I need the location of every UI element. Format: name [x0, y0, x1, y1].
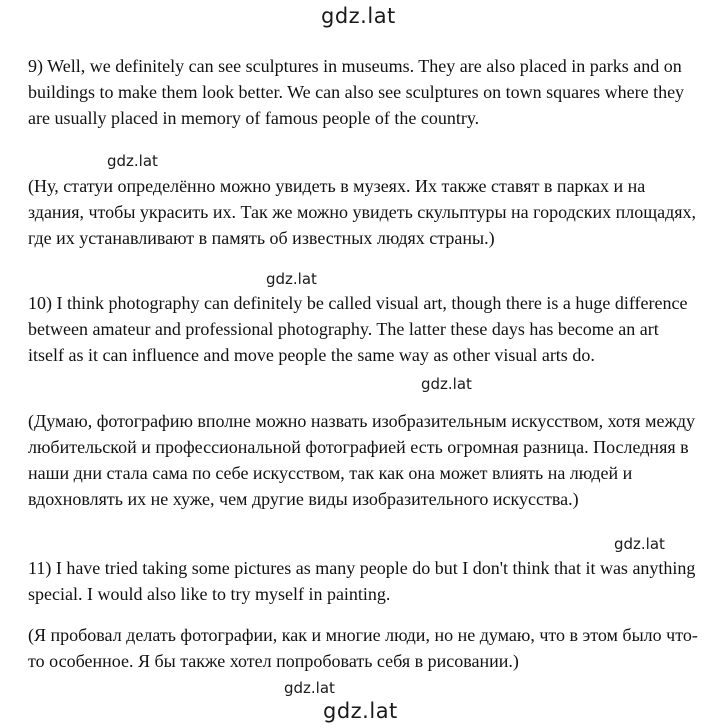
answer-11-english: 11) I have tried taking some pictures as many people do but I don't think that it was anything special. I would also like to try myself in painting. [28, 558, 696, 604]
watermark: gdz.lat [107, 152, 158, 170]
answer-11-russian: (Я пробовал делать фотографии, как и многие люди, но не думаю, что в этом было что-то особенное. Я бы также хотел попробовать себя в рисовании.) [28, 625, 698, 671]
watermark: gdz.lat [614, 535, 665, 553]
answer-9-english: 9) Well, we definitely can see sculptures in museums. They are also placed in parks and on buildings to make them look better. We can also see sculptures on town squares where they are usually placed in memory of famous people of the country. [28, 56, 685, 128]
answer-10-russian: (Думаю, фотографию вполне можно назвать изобразительным искусством, хотя между любительской и профессиональной фотографией есть огромная разница. Последняя в наши дни стала сама по себе искусством, так как она может влиять на людей и вдохновлять их не хуже, чем другие виды изобразительного искусства.) [28, 411, 696, 509]
watermark: gdz.lat [284, 679, 335, 697]
watermark: gdz.lat [266, 270, 317, 288]
watermark: gdz.lat [421, 375, 472, 393]
watermark-top: gdz.lat [321, 4, 396, 28]
answer-9-russian: (Ну, статуи определённо можно увидеть в музеях. Их также ставят в парках и на здания, чтобы украсить их. Так же можно увидеть скульптуры на городских площадях, где их устанавливают в память об известных людях страны.) [28, 176, 697, 248]
answer-10-english: 10) I think photography can definitely be called visual art, though there is a huge difference between amateur and professional photography. The latter these days has become an art itself as it can influence and move people the same way as other visual arts do. [28, 293, 688, 365]
watermark-bottom: gdz.lat [323, 699, 398, 723]
